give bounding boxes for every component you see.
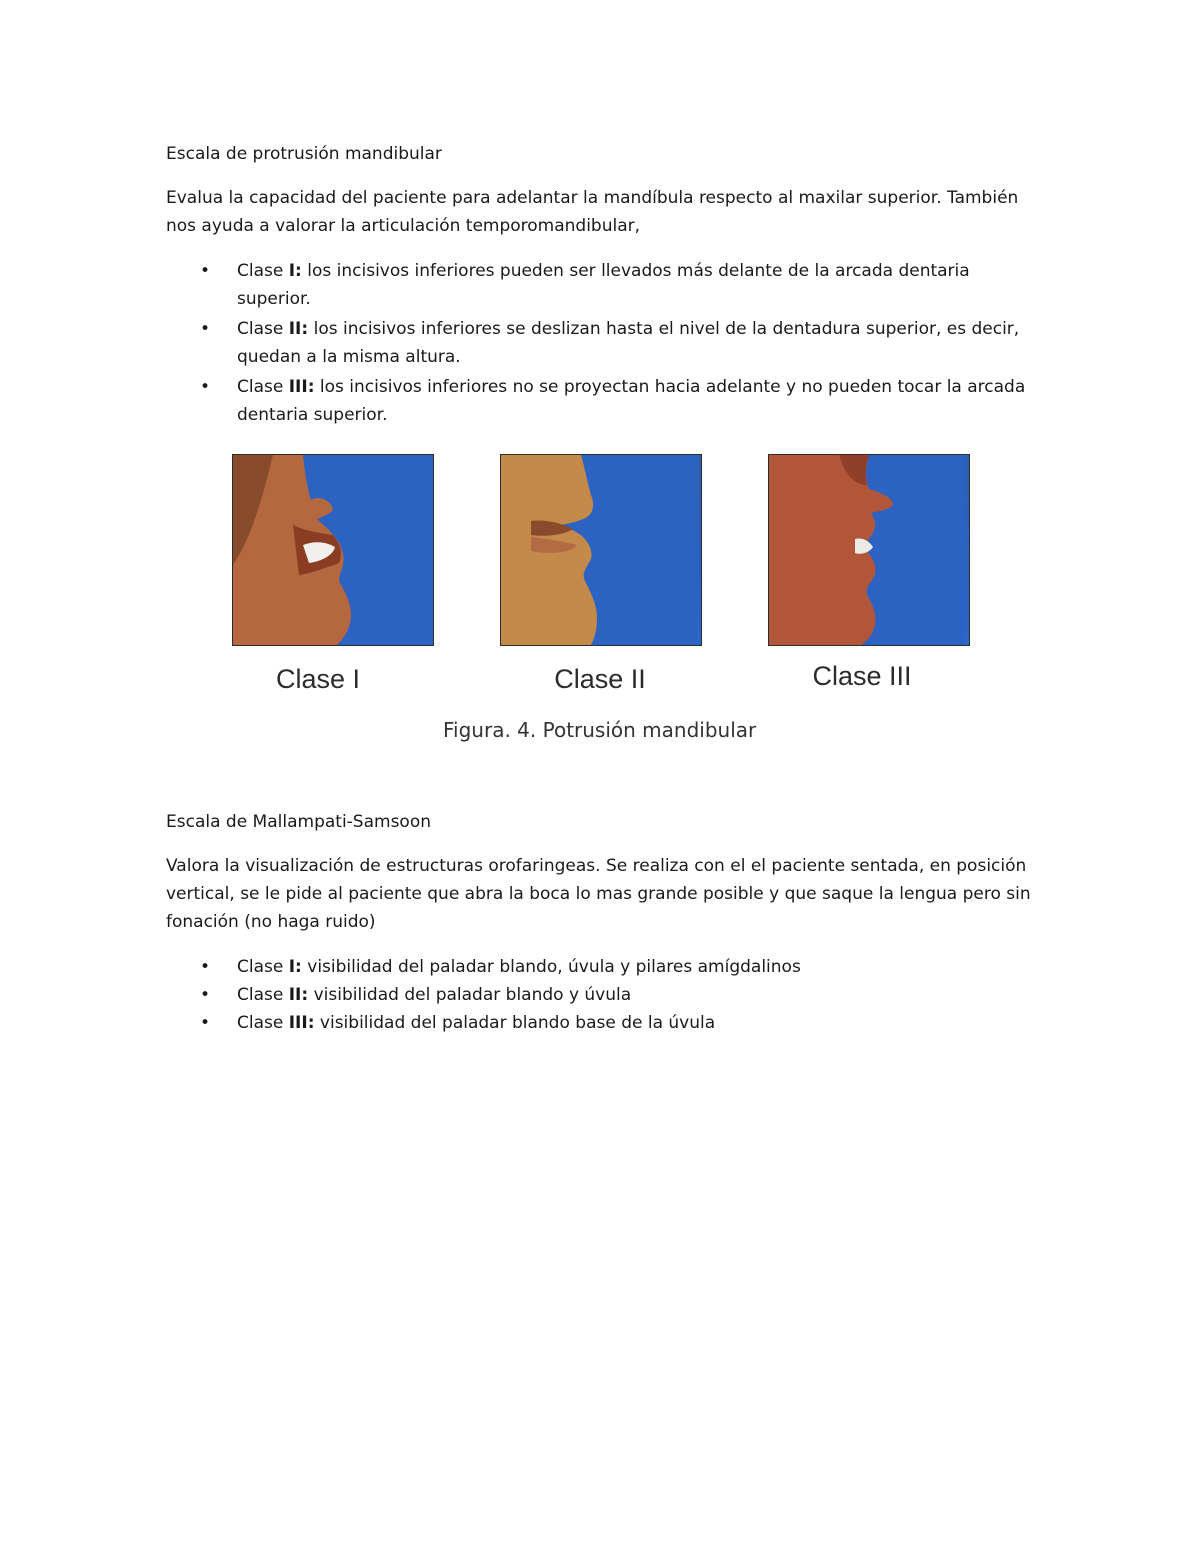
bullet-icon: • [200, 261, 211, 281]
list-item [166, 373, 1046, 429]
protrusion-class-list [166, 257, 1046, 431]
photo-clase-iii [768, 454, 970, 646]
figure-label-clase-ii: Clase II [554, 664, 646, 694]
section-heading-protrusion: Escala de protrusión mandibular [166, 144, 442, 164]
class-roman: II: [288, 985, 309, 1005]
class-text: visibilidad del paladar blando base de la úvula [314, 1013, 716, 1033]
class-text: los incisivos inferiores no se proyectan hacia adelante y no pueden tocar la arcada dentaria superior. [237, 377, 1026, 425]
photo-clase-i [232, 454, 434, 646]
figure-caption: Figura. 4. Potrusión mandibular [443, 718, 757, 742]
list-item [166, 1009, 1046, 1037]
section-heading-mallampati: Escala de Mallampati-Samsoon [166, 812, 432, 832]
class-roman: I: [288, 957, 302, 977]
protrusion-figure [232, 452, 966, 700]
paragraph-mallampati: Valora la visualización de estructuras orofaringeas. Se realiza con el el paciente sentada, en posición vertical, se le pide al paciente que abra la boca lo mas grande posible y que saque la lengua pero sin fonación (no haga ruido) [166, 856, 1031, 932]
class-prefix: Clase [237, 957, 289, 977]
list-item [166, 953, 1046, 981]
class-prefix: Clase [237, 377, 289, 397]
class-prefix: Clase [237, 1013, 289, 1033]
class-roman: III: [288, 377, 315, 397]
paragraph-protrusion: Evalua la capacidad del paciente para adelantar la mandíbula respecto al maxilar superior. También nos ayuda a valorar la articulación temporomandibular, [166, 188, 1019, 236]
bullet-icon: • [200, 1013, 211, 1033]
figure-label-clase-i: Clase I [275, 664, 361, 694]
class-text: los incisivos inferiores se deslizan hasta el nivel de la dentadura superior, es decir, quedan a la misma altura. [237, 319, 1020, 367]
class-prefix: Clase [237, 261, 289, 281]
class-roman: II: [288, 319, 309, 339]
photo-clase-ii [500, 454, 702, 646]
bullet-icon: • [200, 319, 211, 339]
bullet-icon: • [200, 377, 211, 397]
class-prefix: Clase [237, 985, 289, 1005]
bullet-icon: • [200, 985, 211, 1005]
figure-label-clase-iii: Clase III [812, 661, 912, 691]
list-item [166, 315, 1046, 371]
class-text: visibilidad del paladar blando y úvula [308, 985, 632, 1005]
mallampati-class-list [166, 953, 1046, 1039]
class-text: visibilidad del paladar blando, úvula y pilares amígdalinos [301, 957, 801, 977]
class-text: los incisivos inferiores pueden ser llevados más delante de la arcada dentaria superior. [237, 261, 970, 309]
class-roman: III: [288, 1013, 315, 1033]
bullet-icon: • [200, 957, 211, 977]
list-item [166, 257, 1046, 313]
class-prefix: Clase [237, 319, 289, 339]
class-roman: I: [288, 261, 302, 281]
list-item [166, 981, 1046, 1009]
